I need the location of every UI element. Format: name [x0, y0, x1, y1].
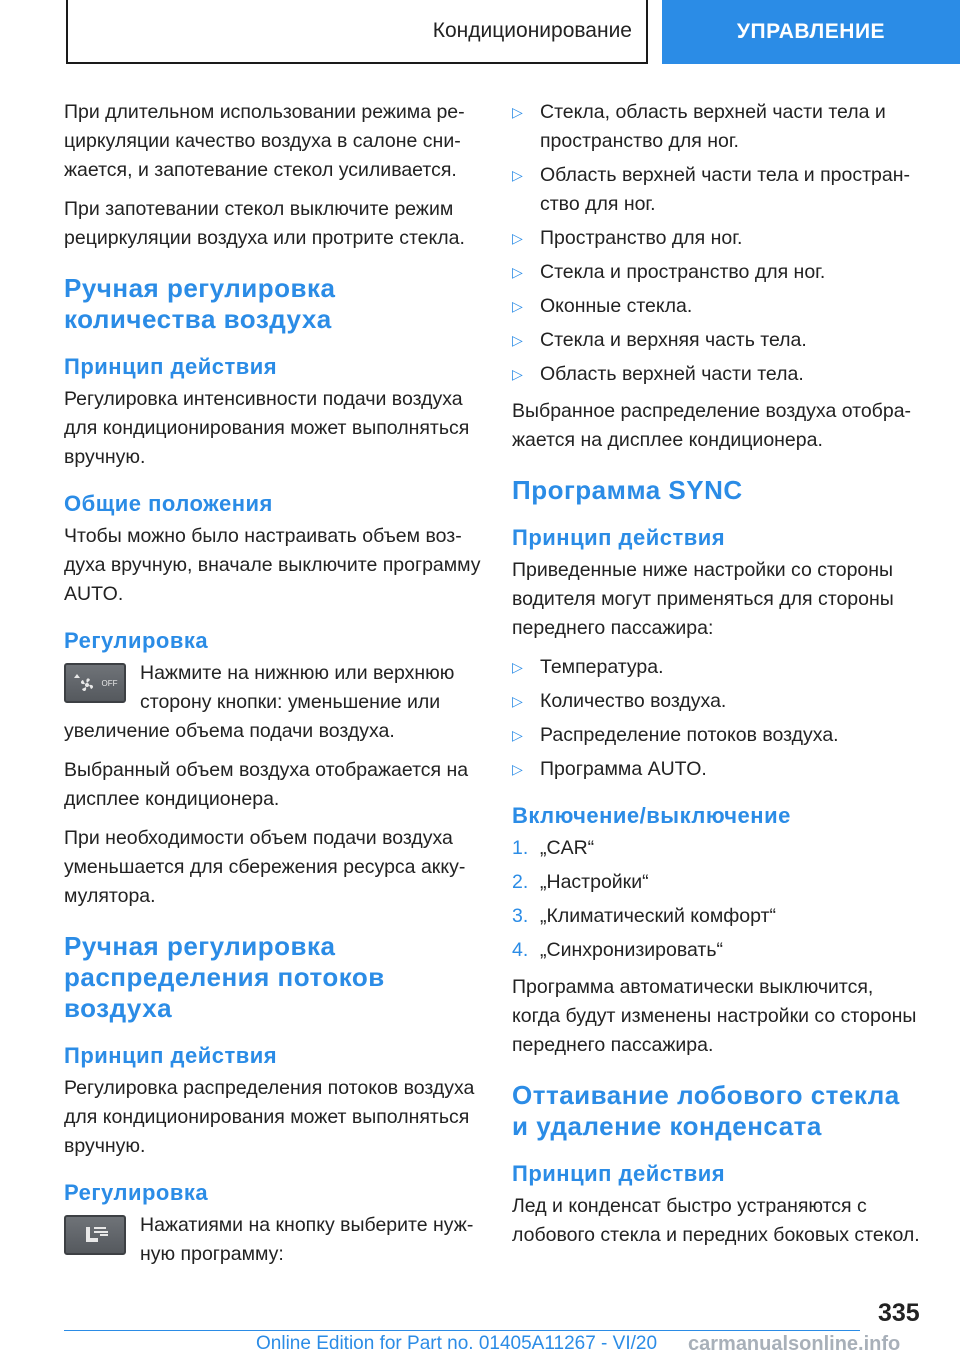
- left-column: [64, 98, 482, 1279]
- sync-list: [512, 653, 922, 784]
- triangle-right-icon: ▷: [512, 659, 523, 675]
- paragraph: При необходимости объем подачи воздуха уменьшается для сбережения ресурса аккумулятора.: [64, 827, 466, 907]
- section-title: УПРАВЛЕНИЕ: [736, 20, 886, 43]
- subheading-on-off: Включение/выключение: [512, 803, 791, 828]
- paragraph: Приведенные ниже настройки со стороны водителя могут применяться для стороны переднего пассажира:: [512, 559, 894, 639]
- list-item: ▷ Количество воздуха.: [512, 687, 922, 716]
- paragraph: Регулировка распределения потоков воздуха для кондиционирования может выполняться вручную.: [64, 1077, 475, 1157]
- steps-list: [512, 834, 922, 965]
- edition-note: Online Edition for Part no. 01405A11267 - VI/20: [256, 1333, 658, 1354]
- fan-button-icon: [64, 663, 126, 703]
- paragraph: Выбранное распределение воздуха отображается на дисплее кондиционера.: [512, 400, 912, 451]
- seat-airflow-icon: [78, 1224, 112, 1246]
- heading-manual-air-volume: Ручная регулировка количества воздуха: [64, 273, 336, 334]
- list-item: ▷ Пространство для ног.: [512, 224, 922, 253]
- triangle-right-icon: ▷: [512, 298, 523, 314]
- off-label: OFF: [101, 678, 118, 688]
- chapter-title: Кондиционирование: [432, 19, 632, 42]
- section-tab: [662, 0, 960, 64]
- fan-icon: [73, 672, 99, 694]
- triangle-right-icon: ▷: [512, 230, 523, 246]
- list-item: ▷ Программа AUTO.: [512, 755, 922, 784]
- subheading-principle: Принцип действия: [64, 354, 278, 379]
- fan-button-instruction: [64, 659, 482, 746]
- paragraph: Регулировка интенсивности подачи воздуха для кондиционирования может выполняться вручную.: [64, 388, 470, 468]
- subheading-principle: Принцип действия: [512, 525, 726, 550]
- subheading-general: Общие положения: [64, 491, 273, 516]
- list-item: ▷ Стекла и пространство для ног.: [512, 258, 922, 287]
- right-column: [512, 98, 922, 1260]
- paragraph: Программа автоматически выключится, когда будут изменены настройки со стороны переднего пассажира.: [512, 976, 917, 1056]
- triangle-right-icon: ▷: [512, 167, 523, 183]
- triangle-right-icon: ▷: [512, 366, 523, 382]
- list-item: ▷ Область верхней части тела.: [512, 360, 922, 389]
- heading-manual-air-distribution: Ручная регулировка распределения потоков воздуха: [64, 931, 385, 1023]
- footer-divider: [64, 1330, 860, 1331]
- step-item: 2. „Настройки“: [512, 871, 649, 893]
- paragraph: При запотевании стекол выключите режим рециркуляции воздуха или протрите стекла.: [64, 198, 465, 249]
- page-number: 335: [878, 1299, 920, 1327]
- triangle-right-icon: ▷: [512, 761, 523, 777]
- list-item: ▷ Оконные стекла.: [512, 292, 922, 321]
- list-item: ▷ Область верхней части тела и пространство для ног.: [512, 161, 922, 219]
- paragraph: Выбранный объем воздуха отображается на дисплее кондиционера.: [64, 759, 469, 810]
- triangle-right-icon: ▷: [512, 727, 523, 743]
- triangle-right-icon: ▷: [512, 104, 523, 120]
- paragraph: При длительном использовании режима рециркуляции качество воздуха в салоне снижается, и запотевание стекол усиливается.: [64, 101, 465, 181]
- distribution-button-instruction: [64, 1211, 482, 1269]
- triangle-right-icon: ▷: [512, 693, 523, 709]
- list-item: ▷ Стекла, область верхней части тела и пространство для ног.: [512, 98, 922, 156]
- step-item: 1. „CAR“: [512, 837, 595, 859]
- triangle-right-icon: ▷: [512, 264, 523, 280]
- paragraph: Чтобы можно было настраивать объем воздуха вручную, вначале выключите программу AUTO.: [64, 525, 481, 605]
- heading-sync-program: Программа SYNC: [512, 475, 743, 505]
- step-item: 4. „Синхронизировать“: [512, 939, 724, 961]
- air-distribution-button-icon: [64, 1215, 126, 1255]
- triangle-right-icon: ▷: [512, 332, 523, 348]
- list-item: ▷ Температура.: [512, 653, 922, 682]
- step-item: 3. „Климатический комфорт“: [512, 905, 776, 927]
- heading-defrost: Оттаивание лобового стекла и удаление конденсата: [512, 1080, 900, 1141]
- subheading-adjustment: Регулировка: [64, 628, 209, 653]
- chapter-tab: [66, 0, 648, 64]
- paragraph: Нажатиями на кнопку выберите нужную программу:: [140, 1214, 474, 1265]
- subheading-principle: Принцип действия: [512, 1161, 726, 1186]
- subheading-adjustment: Регулировка: [64, 1180, 209, 1205]
- watermark: carmanualsonline.info: [688, 1333, 901, 1355]
- list-item: ▷ Стекла и верхняя часть тела.: [512, 326, 922, 355]
- subheading-principle: Принцип действия: [64, 1043, 278, 1068]
- distribution-list: [512, 98, 922, 389]
- paragraph: Нажмите на нижнюю или верхнюю сторону кнопки: уменьшение или увеличение объема подачи воздуха.: [64, 662, 455, 742]
- list-item: ▷ Распределение потоков воздуха.: [512, 721, 922, 750]
- paragraph: Лед и конденсат быстро устраняются с лобового стекла и передних боковых стекол.: [512, 1195, 920, 1246]
